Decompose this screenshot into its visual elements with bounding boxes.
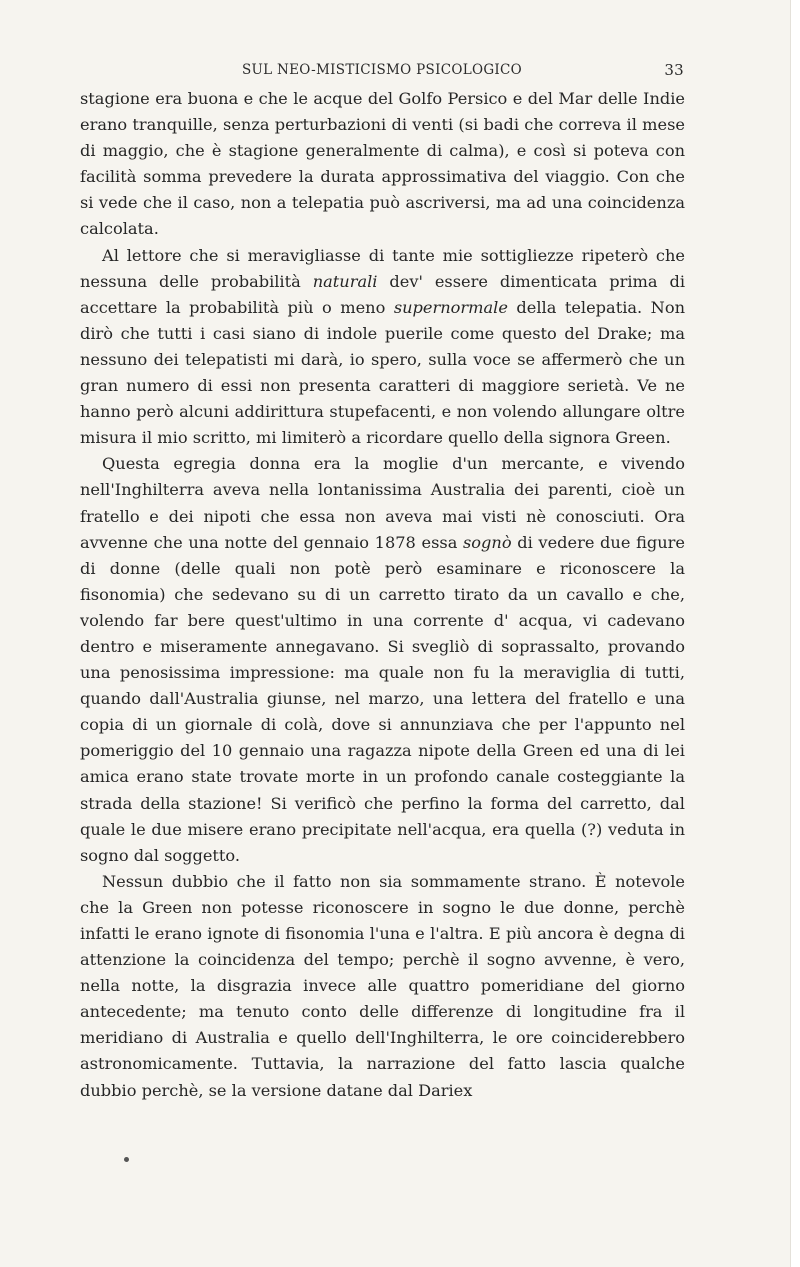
running-title: SUL NEO-MISTICISMO PSICOLOGICO xyxy=(241,62,523,78)
paragraph-text: dev' essere dimenticata prima di accettare la probabilità più o meno xyxy=(80,271,686,317)
ink-speck xyxy=(124,1157,129,1162)
paragraph-1 xyxy=(80,86,685,243)
paragraph-text: di vedere due figure di donne (delle quali non potè però esaminare e riconoscere la fisonomia) che sedevano su di un carretto tirato da un cavallo e che, volendo far bere quest'ultimo in una corrente d' acqua, vi cadevano dentro e miseramente annegavano. Si svegliò di soprassalto, provando una penosissima impressione: ma quale non fu la meraviglia di tutti, quando dall'Australia giunse, nel marzo, una lettera del fratello e una copia di un giornale di colà, dove si annunziava che per l'appunto nel pomeriggio del 10 gennaio una ragazza nipote della Green ed una di lei amica erano state trovate morte in un profondo canale costeggiante la strada della stazione! Si verificò che perfino la forma del carretto, dal quale le due misere erano precipitate nell'acqua, era quella (?) veduta in sogno dal soggetto. xyxy=(80,532,685,865)
paragraph-text: Questa egregia donna era la moglie d'un mercante, e vivendo nell'Inghilterra aveva nella lontanissima Australia dei parenti, cioè un fratello e dei nipoti che essa non aveva mai visti nè conosciuti. Ora avvenne che una notte del gennaio 1878 essa xyxy=(80,454,685,552)
italic-word: naturali xyxy=(312,271,378,291)
paragraph-3 xyxy=(80,451,685,869)
paragraph-2 xyxy=(80,243,685,452)
body-text xyxy=(80,86,685,1104)
paragraph-text: Nessun dubbio che il fatto non sia sommamente strano. È notevole che la Green non potesse riconoscere in sogno le due donne, perchè infatti le erano ignote di fisonomia l'una e l'altra. E più ancora è degna di attenzione la coincidenza del tempo; perchè il sogno avvenne, è vero, nella notte, la disgrazia invece alle quattro pomeridiane del giorno antecedente; ma tenuto conto delle differenze di longitudine fra il meridiano di Australia e quello dell'Inghilterra, le ore coinciderebbero astronomicamente. Tuttavia, la narrazione del fatto lascia qualche dubbio perchè, se la versione datane dal Dariex xyxy=(80,871,685,1100)
italic-word: sognò xyxy=(463,532,512,552)
paragraph-4 xyxy=(80,869,685,1104)
italic-word: supernormale xyxy=(393,297,508,317)
paragraph-text: Al lettore che si meravigliasse di tante mie sottigliezze ripeterò che nessuna delle probabilità xyxy=(80,245,685,291)
page-number: 33 xyxy=(664,61,684,79)
paragraph-text: della telepatia. Non dirò che tutti i casi siano di indole puerile come questo del Drake; ma nessuno dei telepatisti mi darà, io spero, sulla voce se affermerò che un gran numero di essi non presenta caratteri di maggiore serietà. Ve ne hanno però alcuni addirittura stupefacenti, e non volendo allungare oltre misura il mio scritto, mi limiterò a ricordare quello della signora Green. xyxy=(80,297,686,448)
paragraph-text: stagione era buona e che le acque del Golfo Persico e del Mar delle Indie erano tranquille, senza perturbazioni di venti (si badi che correva il mese di maggio, che è stagione generalmente di calma), e così si poteva con facilità somma prevedere la durata approssimativa del viaggio. Con che si vede che il caso, non a telepatia può ascriversi, ma ad una coincidenza calcolata. xyxy=(80,89,685,239)
running-header xyxy=(80,61,684,83)
